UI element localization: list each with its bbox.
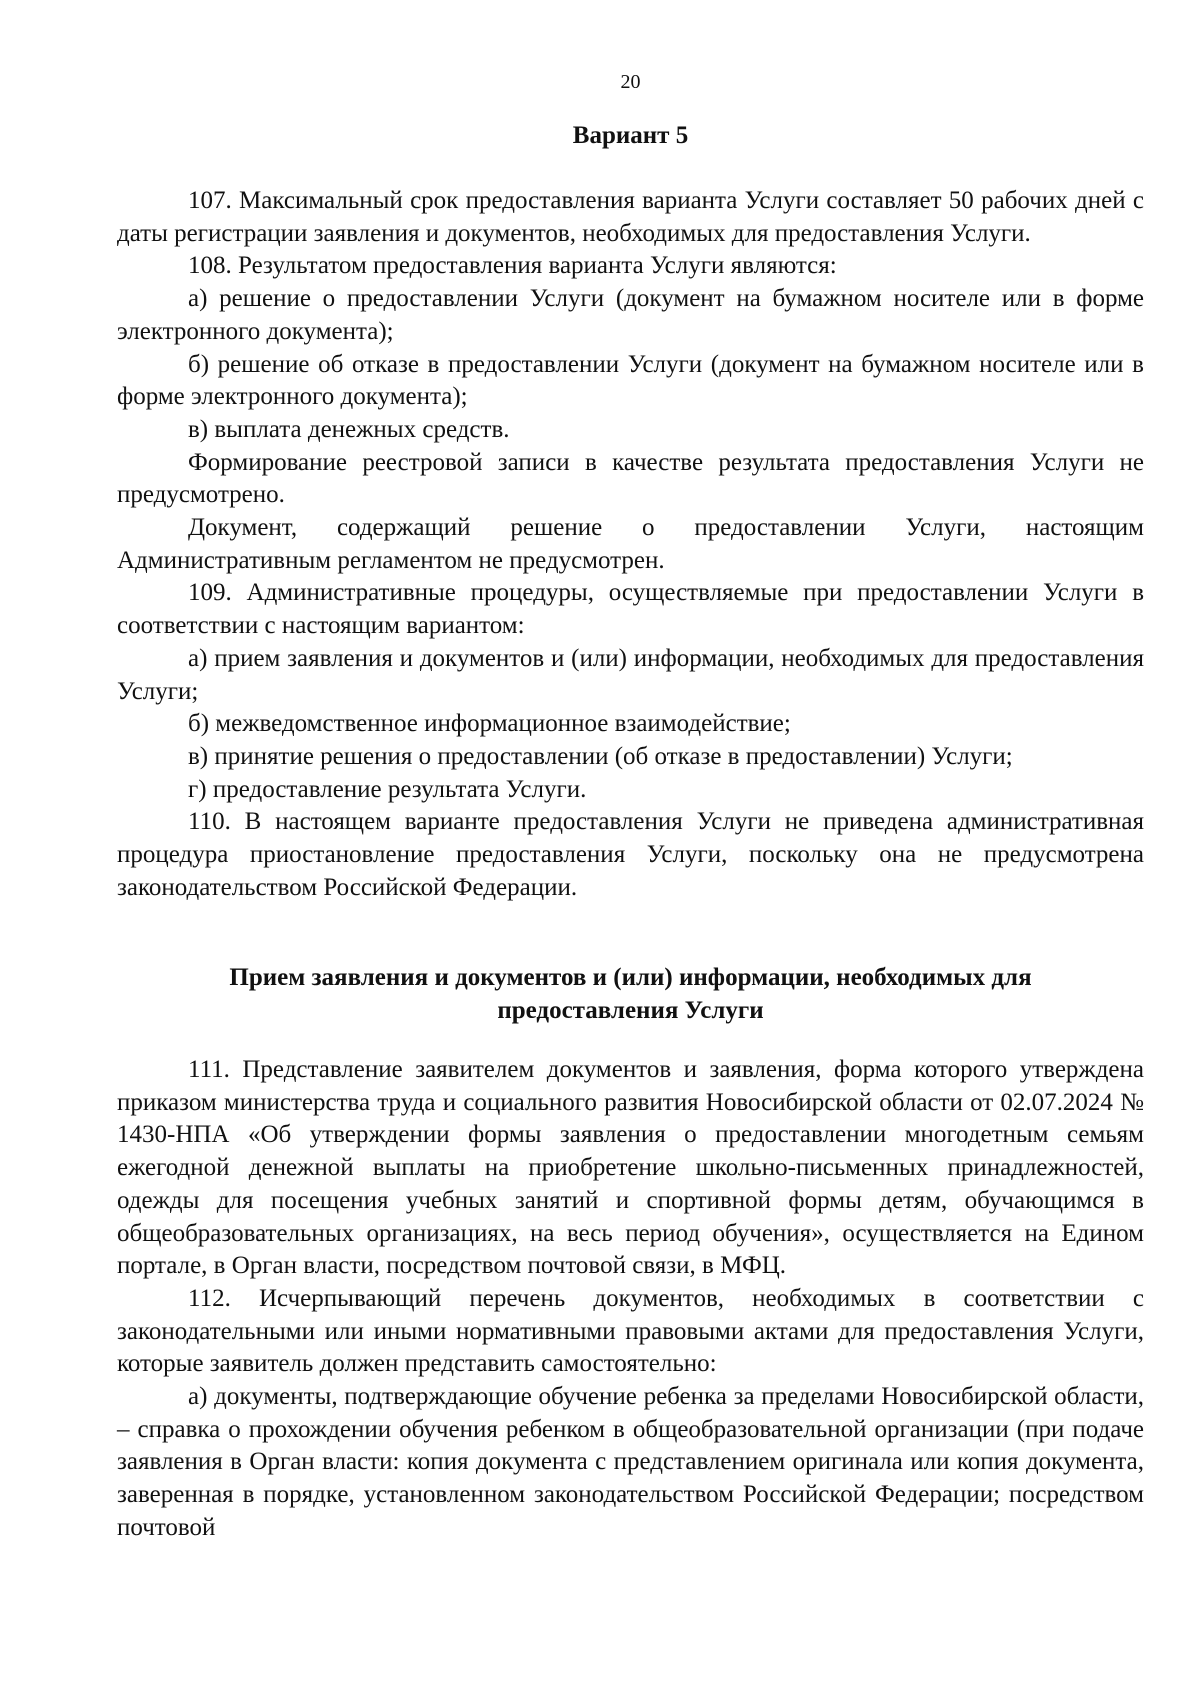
paragraph-112-a: а) документы, подтверждающие обучение ребенка за пределами Новосибирской области, – справка о прохождении обучения ребенком в общеобразовательной организации (при подаче заявления в Орган власти: копия документа с представлением оригинала или копия документа, заверенная в порядке, установленном законодательством Российской Федерации; посредством почтовой bbox=[117, 1383, 1144, 1541]
paragraph-109: 109. Административные процедуры, осуществляемые при предоставлении Услуги в соответствии с настоящим вариантом: bbox=[117, 579, 1144, 640]
paragraph-108-b: б) решение об отказе в предоставлении Услуги (документ на бумажном носителе или в форме электронного документа); bbox=[117, 350, 1144, 411]
paragraph-108-v: в) выплата денежных средств. bbox=[188, 415, 510, 443]
paragraph-109-v: в) принятие решения о предоставлении (об отказе в предоставлении) Услуги; bbox=[188, 742, 1013, 770]
paragraph-110: 110. В настоящем варианте предоставления Услуги не приведена административная процедура приостановление предоставления Услуги, поскольку она не предусмотрена законодательством Российской Федерации. bbox=[117, 808, 1144, 901]
paragraph-109-b: б) межведомственное информационное взаимодействие; bbox=[188, 710, 791, 738]
section-application-body bbox=[117, 1054, 1144, 1545]
paragraph-109-g: г) предоставление результата Услуги. bbox=[188, 775, 587, 803]
paragraph-108: 108. Результатом предоставления варианта Услуги являются: bbox=[188, 252, 837, 280]
section-title-application bbox=[117, 962, 1144, 1027]
section-title-variant: Вариант 5 bbox=[572, 122, 689, 149]
paragraph-107: 107. Максимальный срок предоставления варианта Услуги составляет 50 рабочих дней с даты регистрации заявления и документов, необходимых для предоставления Услуги. bbox=[117, 187, 1144, 247]
paragraph-registry-record: Формирование реестровой записи в качестве результата предоставления Услуги не предусмотрено. bbox=[117, 448, 1144, 509]
section-title-application-line2: предоставления Услуги bbox=[497, 996, 764, 1024]
section-variant-body bbox=[117, 185, 1144, 904]
paragraph-111: 111. Представление заявителем документов и заявления, форма которого утверждена приказом министерства труда и социального развития Новосибирской области от 02.07.2024 № 1430-НПА «Об утверждении формы заявления о предоставлении многодетным семьям ежегодной денежной выплаты на приобретение школьно-письменных принадлежностей, одежды для посещения учебных занятий и спортивной формы детям, обучающимся в общеобразовательных организациях, на весь период обучения», осуществляется на Едином портале, в Орган власти, посредством почтовой связи, в МФЦ. bbox=[117, 1056, 1144, 1280]
paragraph-decision-document: Документ, содержащий решение о предоставлении Услуги, настоящим Административным регламентом не предусмотрен. bbox=[117, 514, 1144, 574]
page-number: 20 bbox=[620, 71, 641, 93]
paragraph-109-a: а) прием заявления и документов и (или) информации, необходимых для предоставления Услуги; bbox=[117, 644, 1144, 705]
paragraph-112: 112. Исчерпывающий перечень документов, необходимых в соответствии с законодательными или иными нормативными правовыми актами для предоставления Услуги, которые заявитель должен представить самостоятельно: bbox=[117, 1284, 1144, 1378]
section-title-application-line1: Прием заявления и документов и (или) информации, необходимых для bbox=[229, 964, 1032, 991]
paragraph-108-a: а) решение о предоставлении Услуги (документ на бумажном носителе или в форме электронного документа); bbox=[117, 285, 1144, 345]
